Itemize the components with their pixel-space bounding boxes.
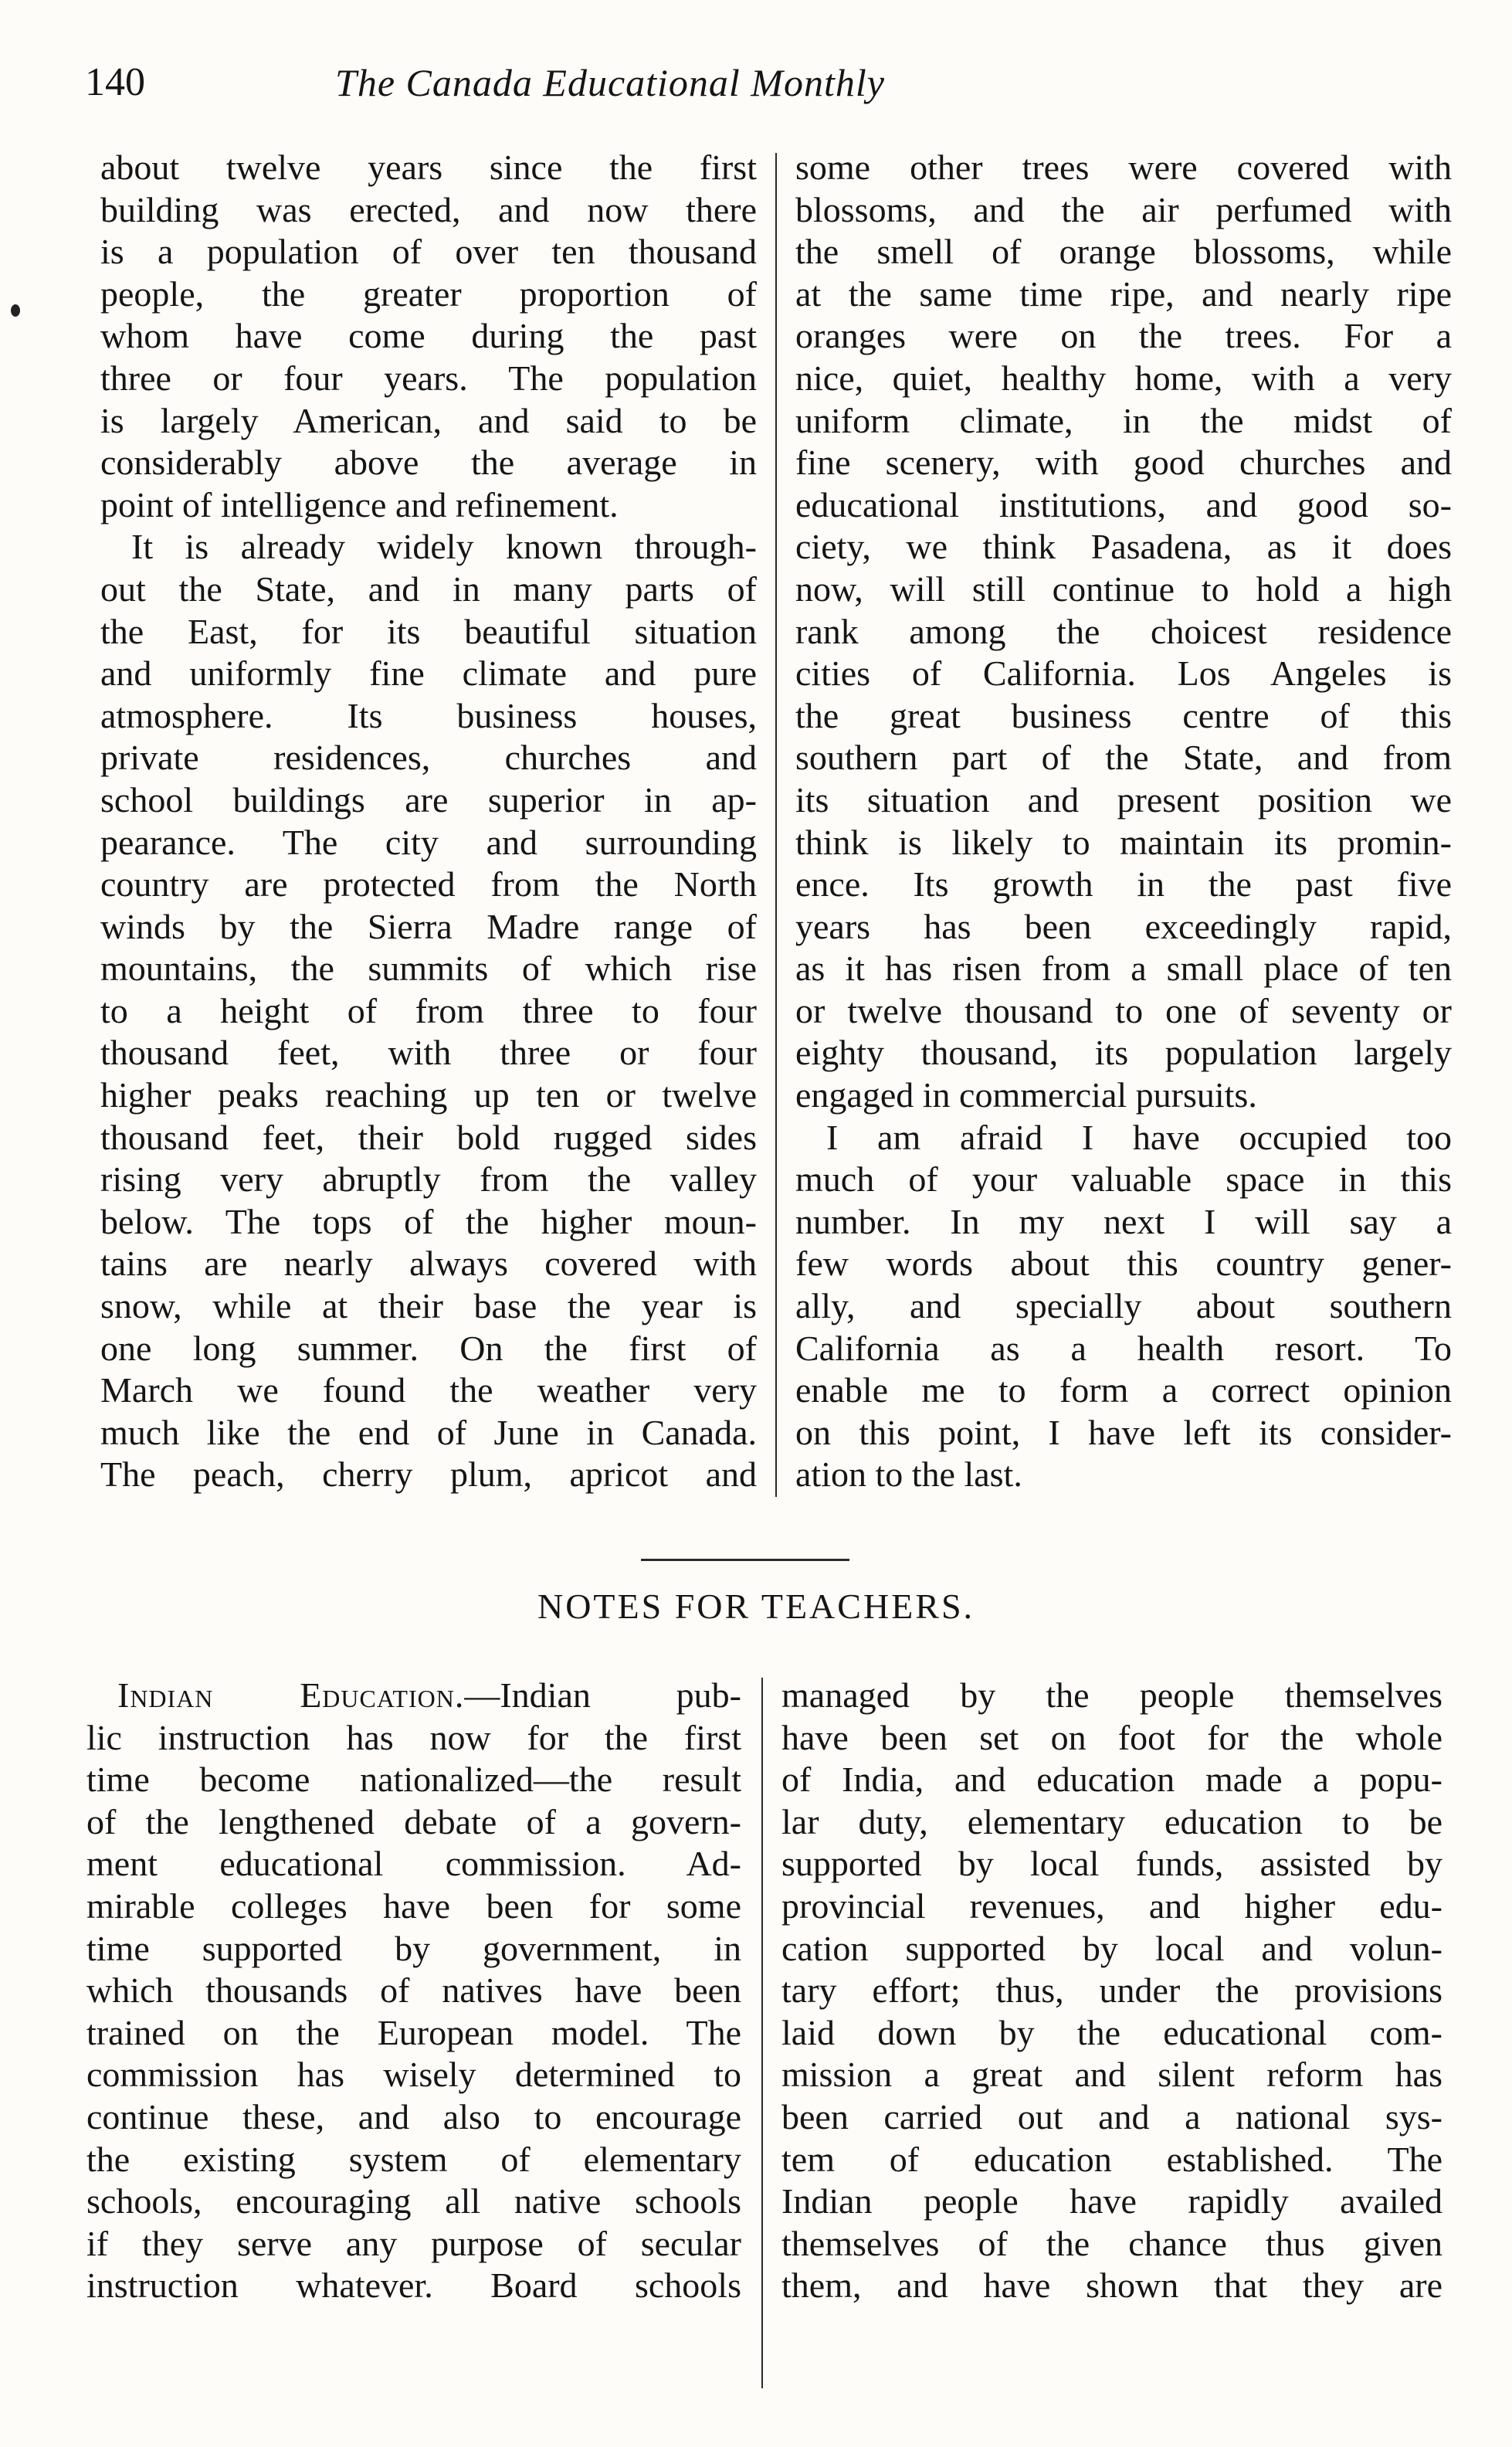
text-line: oranges were on the trees. For a — [795, 316, 1452, 356]
text-line: few words about this country gener- — [795, 1244, 1452, 1284]
text-line: time become nationalized—the result — [86, 1760, 741, 1800]
text-line: It is already widely known through- — [131, 527, 757, 567]
text-line: ation to the last. — [795, 1454, 1022, 1495]
text-line: continue these, and also to encourage — [86, 2096, 741, 2136]
text-line: the smell of orange blossoms, while — [795, 232, 1452, 272]
text-line: about twelve years since the first — [100, 148, 757, 187]
text-line: below. The tops of the higher moun- — [100, 1201, 757, 1241]
text-line: one long summer. On the first of — [100, 1328, 757, 1368]
text-line: and uniformly fine climate and pure — [100, 653, 757, 694]
text-line: school buildings are superior in ap- — [100, 779, 757, 820]
text-line: enable me to form a correct opinion — [795, 1370, 1452, 1410]
text-line: ment educational commission. Ad- — [86, 1844, 741, 1884]
text-line: I am afraid I have occupied too — [826, 1117, 1452, 1157]
text-line: mirable colleges have been for some — [86, 1885, 741, 1926]
text-line: building was erected, and now there — [100, 189, 757, 229]
text-line: much of your valuable space in this — [795, 1159, 1452, 1200]
text-line: schools, encouraging all native schools — [86, 2181, 741, 2221]
text-line: its situation and present position we — [795, 779, 1452, 820]
text-line: Indian people have rapidly availed — [781, 2181, 1443, 2221]
text-line: been carried out and a national sys- — [781, 2096, 1443, 2136]
text-line: winds by the Sierra Madre range of — [100, 906, 757, 946]
text-line: snow, while at their base the year is — [100, 1286, 757, 1326]
text-line: cities of California. Los Angeles is — [795, 653, 1452, 694]
running-header — [85, 56, 1135, 110]
text-line: managed by the people themselves — [781, 1675, 1443, 1715]
text-line: is a population of over ten thousand — [100, 232, 757, 272]
text-line: the existing system of elementary — [86, 2139, 741, 2179]
text-line: thousand feet, their bold rugged sides — [100, 1117, 757, 1157]
text-line: cation supported by local and volun- — [781, 1928, 1443, 1968]
text-line: the East, for its beautiful situation — [100, 611, 757, 651]
text-line: higher peaks reaching up ten or twelve — [100, 1075, 757, 1115]
text-line: ally, and specially about southern — [795, 1286, 1452, 1326]
text-line: rank among the choicest residence — [795, 611, 1452, 651]
text-line: three or four years. The population — [100, 358, 757, 398]
text-line: uniform climate, in the midst of — [795, 400, 1452, 440]
text-line: or twelve thousand to one of seventy or — [795, 990, 1452, 1030]
text-line: lic instruction has now for the first — [86, 1717, 741, 1757]
text-line: on this point, I have left its consider- — [795, 1412, 1452, 1452]
text-line: ciety, we think Pasadena, as it does — [795, 527, 1452, 567]
text-line: of India, and education made a popu- — [781, 1760, 1443, 1800]
text-line: supported by local funds, assisted by — [781, 1844, 1443, 1884]
text-line: them, and have shown that they are — [781, 2265, 1443, 2306]
text-line: eighty thousand, its population largely — [795, 1033, 1452, 1073]
text-line: think is likely to maintain its promin- — [795, 822, 1452, 862]
text-line: to a height of from three to four — [100, 990, 757, 1030]
text-line: which thousands of natives have been — [86, 1970, 741, 2011]
text-line: commission has wisely determined to — [86, 2055, 741, 2095]
text-line: lar duty, elementary education to be — [781, 1801, 1443, 1841]
text-line: have been set on foot for the whole — [781, 1717, 1443, 1757]
text-line: pearance. The city and surrounding — [100, 822, 757, 862]
text-line: The peach, cherry plum, apricot and — [100, 1454, 757, 1495]
journal-title: The Canada Educational Monthly — [335, 61, 885, 104]
text-line: point of intelligence and refinement. — [100, 484, 619, 524]
text-line: provincial revenues, and higher edu- — [781, 1885, 1443, 1926]
text-line: whom have come during the past — [100, 316, 757, 356]
section-heading: NOTES FOR TEACHERS. — [537, 1587, 975, 1626]
text-line: tary effort; thus, under the provisions — [781, 1970, 1443, 2011]
text-line: the great business centre of this — [795, 695, 1452, 735]
page-number: 140 — [85, 60, 145, 104]
text-line: fine scenery, with good churches and — [795, 443, 1452, 483]
text-line: years has been exceedingly rapid, — [795, 906, 1452, 946]
text-line: laid down by the educational com- — [781, 2012, 1443, 2052]
text-line: some other trees were covered with — [795, 148, 1452, 187]
lead-in-continuation: —Indian pub- — [464, 1675, 741, 1715]
column-divider-bottom — [761, 1678, 763, 2388]
article-left-column — [100, 147, 757, 1496]
text-line: ence. Its growth in the past five — [795, 864, 1452, 904]
section-divider — [641, 1559, 849, 1561]
text-line: nice, quiet, healthy home, with a very — [795, 358, 1452, 398]
notes-left-column — [86, 1675, 741, 2307]
text-line: mission a great and silent reform has — [781, 2055, 1443, 2095]
text-line: as it has risen from a small place of ten — [795, 949, 1452, 989]
text-line: at the same time ripe, and nearly ripe — [795, 273, 1452, 314]
text-line: if they serve any purpose of secular — [86, 2223, 741, 2263]
print-speck — [11, 304, 20, 317]
text-line: instruction whatever. Board schools — [86, 2265, 741, 2306]
text-line: much like the end of June in Canada. — [100, 1412, 757, 1452]
text-line: southern part of the State, and from — [795, 738, 1452, 778]
text-line: blossoms, and the air perfumed with — [795, 189, 1452, 229]
text-line: California as a health resort. To — [795, 1328, 1452, 1368]
column-divider-top — [775, 153, 777, 1497]
text-line: rising very abruptly from the valley — [100, 1159, 757, 1200]
text-line: engaged in commercial pursuits. — [795, 1075, 1257, 1115]
text-line: themselves of the chance thus given — [781, 2223, 1443, 2263]
article-right-column — [795, 147, 1452, 1496]
text-line: trained on the European model. The — [86, 2012, 741, 2052]
text-line: now, will still continue to hold a high — [795, 568, 1452, 609]
text-line: number. In my next I will say a — [795, 1201, 1452, 1241]
text-line: tains are nearly always covered with — [100, 1244, 757, 1284]
text-line: atmosphere. Its business houses, — [100, 695, 757, 735]
section-lead-in: Indian Education. — [117, 1675, 465, 1715]
text-line: tem of education established. The — [781, 2139, 1443, 2179]
text-line: people, the greater proportion of — [100, 273, 757, 314]
text-line: mountains, the summits of which rise — [100, 949, 757, 989]
text-line: thousand feet, with three or four — [100, 1033, 757, 1073]
text-line: March we found the weather very — [100, 1370, 757, 1410]
text-line: is largely American, and said to be — [100, 400, 757, 440]
notes-right-column — [781, 1675, 1443, 2307]
text-line: country are protected from the North — [100, 864, 757, 904]
text-line: of the lengthened debate of a govern- — [86, 1801, 741, 1841]
text-line: out the State, and in many parts of — [100, 568, 757, 609]
text-line: time supported by government, in — [86, 1928, 741, 1968]
text-line — [86, 1675, 741, 1717]
text-line: considerably above the average in — [100, 443, 757, 483]
text-line: private residences, churches and — [100, 738, 757, 778]
text-line: educational institutions, and good so- — [795, 484, 1452, 524]
